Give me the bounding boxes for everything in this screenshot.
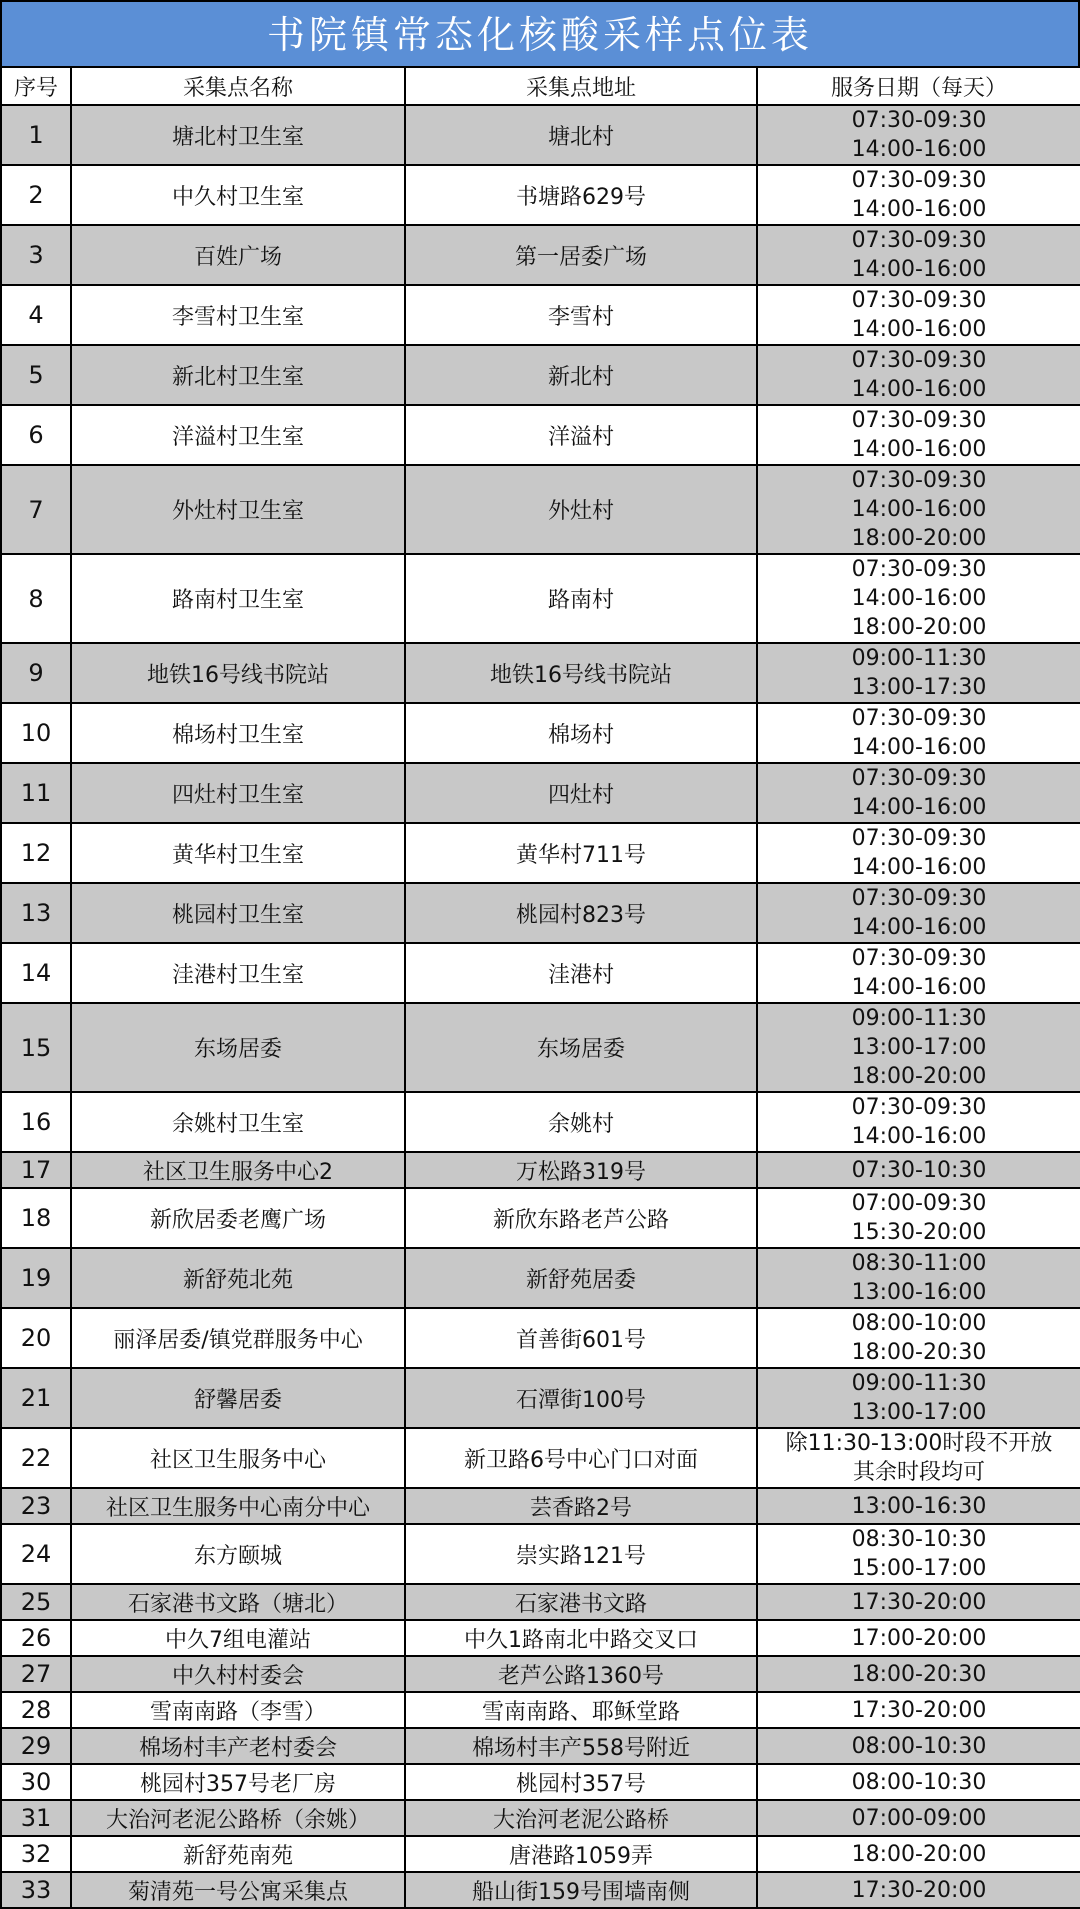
time-slot: 18:00-20:30 — [851, 1340, 987, 1365]
row-index: 4 — [1, 285, 71, 345]
time-slot: 14:00-16:00 — [851, 586, 987, 611]
row-site-address: 路南村 — [405, 554, 757, 643]
time-slot: 08:30-11:00 — [851, 1251, 987, 1276]
row-index: 8 — [1, 554, 71, 643]
row-site-name: 东场居委 — [71, 1003, 405, 1092]
row-site-name: 新欣居委老鹰广场 — [71, 1188, 405, 1248]
row-service-hours — [757, 285, 1080, 345]
table-row — [1, 1836, 1080, 1872]
row-index: 2 — [1, 165, 71, 225]
row-service-hours — [757, 1800, 1080, 1836]
row-site-address: 新北村 — [405, 345, 757, 405]
row-site-address: 老芦公路1360号 — [405, 1656, 757, 1692]
table-row — [1, 1152, 1080, 1188]
row-service-hours — [757, 1620, 1080, 1656]
row-index: 33 — [1, 1872, 71, 1908]
row-index: 28 — [1, 1692, 71, 1728]
table-row — [1, 1488, 1080, 1524]
row-index: 1 — [1, 105, 71, 165]
row-index: 5 — [1, 345, 71, 405]
row-site-address: 石家港书文路 — [405, 1584, 757, 1620]
time-slot: 18:00-20:30 — [851, 1661, 987, 1687]
table-body — [1, 105, 1080, 1908]
time-slot: 07:30-09:30 — [851, 557, 987, 582]
row-index: 13 — [1, 883, 71, 943]
table-row — [1, 823, 1080, 883]
table-row — [1, 465, 1080, 554]
row-site-address: 第一居委广场 — [405, 225, 757, 285]
row-site-address: 桃园村823号 — [405, 883, 757, 943]
row-site-name: 中久7组电灌站 — [71, 1620, 405, 1656]
table-row — [1, 643, 1080, 703]
row-index: 20 — [1, 1308, 71, 1368]
table-row — [1, 1524, 1080, 1584]
row-service-hours — [757, 1584, 1080, 1620]
row-service-hours — [757, 1872, 1080, 1908]
table-row — [1, 165, 1080, 225]
row-site-name: 外灶村卫生室 — [71, 465, 405, 554]
row-site-name: 洼港村卫生室 — [71, 943, 405, 1003]
row-index: 18 — [1, 1188, 71, 1248]
time-slot: 17:30-20:00 — [851, 1589, 987, 1615]
time-slot: 14:00-16:00 — [851, 137, 987, 162]
time-slot: 08:30-10:30 — [851, 1527, 987, 1552]
row-index: 24 — [1, 1524, 71, 1584]
table-row — [1, 1728, 1080, 1764]
row-index: 27 — [1, 1656, 71, 1692]
row-service-hours — [757, 1092, 1080, 1152]
time-slot: 09:00-11:30 — [851, 1371, 987, 1396]
table-row — [1, 405, 1080, 465]
row-service-hours — [757, 643, 1080, 703]
row-site-address: 新舒苑居委 — [405, 1248, 757, 1308]
table-row — [1, 943, 1080, 1003]
row-service-hours — [757, 1836, 1080, 1872]
row-site-name: 桃园村357号老厂房 — [71, 1764, 405, 1800]
time-slot: 14:00-16:00 — [851, 437, 987, 462]
row-index: 25 — [1, 1584, 71, 1620]
time-slot: 07:30-09:30 — [851, 348, 987, 373]
time-slot: 07:00-09:30 — [851, 1191, 987, 1216]
time-slot: 其余时段均可 — [852, 1460, 985, 1485]
row-site-name: 东方颐城 — [71, 1524, 405, 1584]
row-service-hours — [757, 1152, 1080, 1188]
row-site-name: 新北村卫生室 — [71, 345, 405, 405]
row-service-hours — [757, 1692, 1080, 1728]
time-slot: 13:00-17:00 — [851, 1035, 987, 1060]
row-site-address: 塘北村 — [405, 105, 757, 165]
time-slot: 07:30-09:30 — [851, 946, 987, 971]
row-site-address: 外灶村 — [405, 465, 757, 554]
row-site-address: 东场居委 — [405, 1003, 757, 1092]
time-slot: 14:00-16:00 — [851, 257, 987, 282]
time-slot: 17:30-20:00 — [851, 1697, 987, 1723]
row-site-address: 雪南南路、耶稣堂路 — [405, 1692, 757, 1728]
row-site-address: 桃园村357号 — [405, 1764, 757, 1800]
row-service-hours — [757, 1728, 1080, 1764]
row-site-address: 崇实路121号 — [405, 1524, 757, 1584]
time-slot: 09:00-11:30 — [851, 1006, 987, 1031]
row-site-address: 棉场村 — [405, 703, 757, 763]
header-index: 序号 — [1, 67, 71, 105]
time-slot: 17:00-20:00 — [851, 1625, 987, 1651]
row-index: 21 — [1, 1368, 71, 1428]
row-site-name: 丽泽居委/镇党群服务中心 — [71, 1308, 405, 1368]
time-slot: 15:00-17:00 — [851, 1556, 987, 1581]
table-row — [1, 554, 1080, 643]
row-service-hours — [757, 405, 1080, 465]
row-site-address: 洋溢村 — [405, 405, 757, 465]
row-site-name: 社区卫生服务中心 — [71, 1428, 405, 1488]
row-site-name: 大治河老泥公路桥（余姚） — [71, 1800, 405, 1836]
table-row — [1, 1692, 1080, 1728]
row-service-hours — [757, 1488, 1080, 1524]
time-slot: 08:00-10:30 — [851, 1769, 987, 1795]
time-slot: 14:00-16:00 — [851, 795, 987, 820]
time-slot: 07:30-09:30 — [851, 766, 987, 791]
row-site-address: 首善街601号 — [405, 1308, 757, 1368]
row-service-hours — [757, 763, 1080, 823]
row-service-hours — [757, 943, 1080, 1003]
row-service-hours — [757, 225, 1080, 285]
time-slot: 09:00-11:30 — [851, 646, 987, 671]
table-row — [1, 1620, 1080, 1656]
row-site-name: 新舒苑南苑 — [71, 1836, 405, 1872]
row-site-name: 中久村村委会 — [71, 1656, 405, 1692]
row-service-hours — [757, 1764, 1080, 1800]
table-row — [1, 1800, 1080, 1836]
table-row — [1, 1308, 1080, 1368]
table-row — [1, 1764, 1080, 1800]
row-site-name: 舒馨居委 — [71, 1368, 405, 1428]
time-slot: 14:00-16:00 — [851, 197, 987, 222]
row-site-address: 船山街159号围墙南侧 — [405, 1872, 757, 1908]
time-slot: 18:00-20:00 — [851, 1841, 987, 1867]
row-service-hours — [757, 465, 1080, 554]
time-slot: 13:00-16:00 — [851, 1280, 987, 1305]
row-site-address: 大治河老泥公路桥 — [405, 1800, 757, 1836]
time-slot: 07:30-09:30 — [851, 408, 987, 433]
row-service-hours — [757, 105, 1080, 165]
row-index: 11 — [1, 763, 71, 823]
row-site-address: 万松路319号 — [405, 1152, 757, 1188]
table-row — [1, 883, 1080, 943]
table-row — [1, 1656, 1080, 1692]
time-slot: 14:00-16:00 — [851, 975, 987, 1000]
time-slot: 13:00-16:30 — [851, 1493, 987, 1519]
row-site-address: 李雪村 — [405, 285, 757, 345]
time-slot: 13:00-17:30 — [851, 675, 987, 700]
time-slot: 14:00-16:00 — [851, 915, 987, 940]
row-index: 3 — [1, 225, 71, 285]
time-slot: 17:30-20:00 — [851, 1877, 987, 1903]
time-slot: 14:00-16:00 — [851, 497, 987, 522]
time-slot: 18:00-20:00 — [851, 1064, 987, 1089]
time-slot: 07:30-09:30 — [851, 228, 987, 253]
time-slot: 08:00-10:00 — [851, 1311, 987, 1336]
time-slot: 07:30-09:30 — [851, 108, 987, 133]
time-slot: 除11:30-13:00时段不开放 — [785, 1431, 1053, 1456]
row-index: 10 — [1, 703, 71, 763]
table-row — [1, 1584, 1080, 1620]
row-site-address: 黄华村711号 — [405, 823, 757, 883]
row-site-name: 百姓广场 — [71, 225, 405, 285]
sampling-sites-table — [0, 66, 1080, 1909]
time-slot: 15:30-20:00 — [851, 1220, 987, 1245]
row-site-name: 塘北村卫生室 — [71, 105, 405, 165]
time-slot: 18:00-20:00 — [851, 526, 987, 551]
row-site-address: 芸香路2号 — [405, 1488, 757, 1524]
table-row — [1, 225, 1080, 285]
table-row — [1, 285, 1080, 345]
time-slot: 14:00-16:00 — [851, 735, 987, 760]
row-service-hours — [757, 1308, 1080, 1368]
row-index: 30 — [1, 1764, 71, 1800]
row-site-name: 新舒苑北苑 — [71, 1248, 405, 1308]
header-service-hours: 服务日期（每天） — [757, 67, 1080, 105]
row-index: 17 — [1, 1152, 71, 1188]
time-slot: 14:00-16:00 — [851, 317, 987, 342]
row-site-name: 雪南南路（李雪） — [71, 1692, 405, 1728]
time-slot: 07:30-09:30 — [851, 886, 987, 911]
row-site-name: 四灶村卫生室 — [71, 763, 405, 823]
row-index: 19 — [1, 1248, 71, 1308]
row-site-name: 李雪村卫生室 — [71, 285, 405, 345]
row-site-name: 路南村卫生室 — [71, 554, 405, 643]
row-index: 23 — [1, 1488, 71, 1524]
row-index: 29 — [1, 1728, 71, 1764]
time-slot: 14:00-16:00 — [851, 1124, 987, 1149]
row-index: 15 — [1, 1003, 71, 1092]
time-slot: 14:00-16:00 — [851, 855, 987, 880]
row-service-hours — [757, 345, 1080, 405]
row-service-hours — [757, 1524, 1080, 1584]
row-service-hours — [757, 1248, 1080, 1308]
row-site-name: 余姚村卫生室 — [71, 1092, 405, 1152]
header-site-address: 采集点地址 — [405, 67, 757, 105]
row-site-name: 社区卫生服务中心2 — [71, 1152, 405, 1188]
row-index: 31 — [1, 1800, 71, 1836]
table-row — [1, 703, 1080, 763]
row-service-hours — [757, 703, 1080, 763]
row-service-hours — [757, 823, 1080, 883]
page-title: 书院镇常态化核酸采样点位表 — [0, 0, 1080, 66]
time-slot: 07:00-09:00 — [851, 1805, 987, 1831]
table-row — [1, 105, 1080, 165]
row-site-name: 桃园村卫生室 — [71, 883, 405, 943]
row-site-name: 黄华村卫生室 — [71, 823, 405, 883]
time-slot: 07:30-09:30 — [851, 1095, 987, 1120]
row-site-name: 中久村卫生室 — [71, 165, 405, 225]
row-index: 14 — [1, 943, 71, 1003]
row-service-hours — [757, 1656, 1080, 1692]
row-service-hours — [757, 165, 1080, 225]
table-row — [1, 1092, 1080, 1152]
row-service-hours — [757, 883, 1080, 943]
time-slot: 07:30-09:30 — [851, 468, 987, 493]
row-site-address: 唐港路1059弄 — [405, 1836, 757, 1872]
time-slot: 14:00-16:00 — [851, 377, 987, 402]
table-row — [1, 1368, 1080, 1428]
row-service-hours — [757, 1428, 1080, 1488]
row-index: 26 — [1, 1620, 71, 1656]
row-index: 22 — [1, 1428, 71, 1488]
table-row — [1, 1188, 1080, 1248]
table-row — [1, 1428, 1080, 1488]
time-slot: 18:00-20:00 — [851, 615, 987, 640]
row-service-hours — [757, 554, 1080, 643]
row-site-name: 洋溢村卫生室 — [71, 405, 405, 465]
table-row — [1, 345, 1080, 405]
row-site-name: 菊清苑一号公寓采集点 — [71, 1872, 405, 1908]
row-site-address: 新欣东路老芦公路 — [405, 1188, 757, 1248]
time-slot: 07:30-09:30 — [851, 288, 987, 313]
row-index: 9 — [1, 643, 71, 703]
time-slot: 07:30-10:30 — [851, 1157, 987, 1183]
row-service-hours — [757, 1368, 1080, 1428]
row-site-address: 洼港村 — [405, 943, 757, 1003]
row-site-address: 新卫路6号中心门口对面 — [405, 1428, 757, 1488]
time-slot: 13:00-17:00 — [851, 1400, 987, 1425]
time-slot: 08:00-10:30 — [851, 1733, 987, 1759]
row-index: 7 — [1, 465, 71, 554]
table-row — [1, 763, 1080, 823]
row-site-address: 余姚村 — [405, 1092, 757, 1152]
row-index: 32 — [1, 1836, 71, 1872]
row-site-name: 棉场村卫生室 — [71, 703, 405, 763]
row-site-name: 棉场村丰产老村委会 — [71, 1728, 405, 1764]
row-index: 16 — [1, 1092, 71, 1152]
row-site-address: 地铁16号线书院站 — [405, 643, 757, 703]
row-index: 6 — [1, 405, 71, 465]
table-row — [1, 1872, 1080, 1908]
row-index: 12 — [1, 823, 71, 883]
row-site-name: 社区卫生服务中心南分中心 — [71, 1488, 405, 1524]
time-slot: 07:30-09:30 — [851, 706, 987, 731]
table-header-row — [1, 67, 1080, 105]
row-site-address: 书塘路629号 — [405, 165, 757, 225]
table-row — [1, 1248, 1080, 1308]
row-service-hours — [757, 1188, 1080, 1248]
table-row — [1, 1003, 1080, 1092]
row-site-address: 中久1路南北中路交叉口 — [405, 1620, 757, 1656]
time-slot: 07:30-09:30 — [851, 826, 987, 851]
row-site-address: 棉场村丰产558号附近 — [405, 1728, 757, 1764]
row-service-hours — [757, 1003, 1080, 1092]
header-site-name: 采集点名称 — [71, 67, 405, 105]
row-site-address: 石潭街100号 — [405, 1368, 757, 1428]
row-site-name: 地铁16号线书院站 — [71, 643, 405, 703]
row-site-name: 石家港书文路（塘北） — [71, 1584, 405, 1620]
time-slot: 07:30-09:30 — [851, 168, 987, 193]
row-site-address: 四灶村 — [405, 763, 757, 823]
